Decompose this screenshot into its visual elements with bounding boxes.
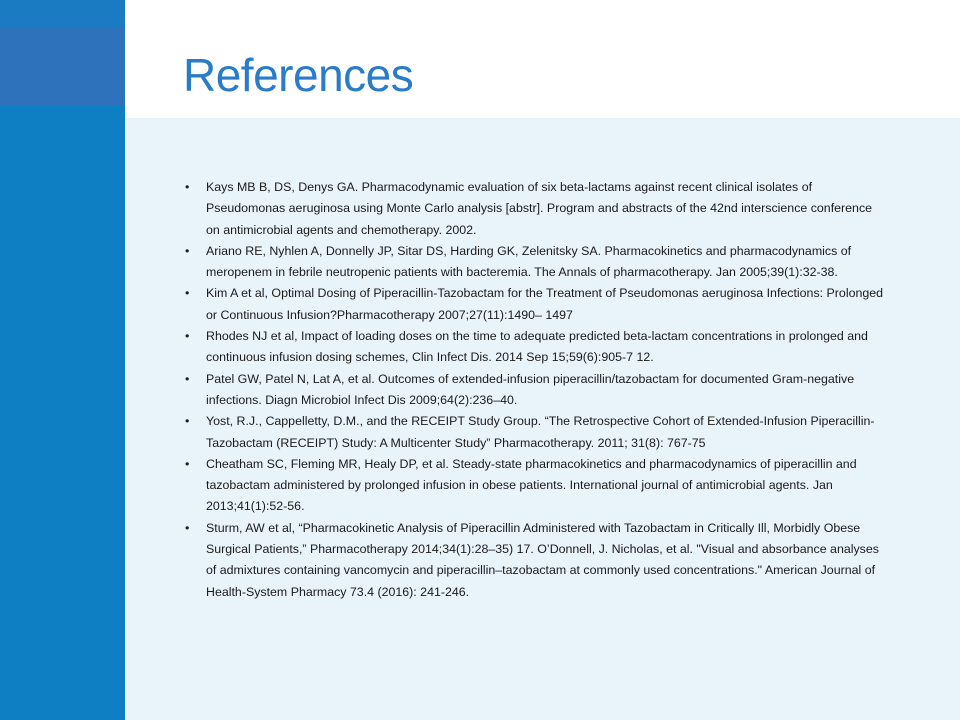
- bullet-icon: •: [185, 371, 190, 386]
- reference-text: Kim A et al, Optimal Dosing of Piperacillin-Tazobactam for the Treatment of Pseudomonas aeruginosa Infections: Prolonged or Continuous Infusion?Pharmacotherapy 2007;27(11):1490– 1497: [206, 286, 884, 322]
- reference-item: [185, 241, 885, 284]
- reference-text: Kays MB B, DS, Denys GA. Pharmacodynamic evaluation of six beta-lactams against recent clinical isolates of Pseudomonas aeruginosa using Monte Carlo analysis [abstr]. Program and abstracts of the 42nd interscience conference on antimicrobial agents and chemotherapy. 2002.: [206, 180, 873, 237]
- bullet-icon: •: [185, 243, 190, 258]
- left-accent-top-block: [0, 0, 125, 28]
- reference-text: Sturm, AW et al, “Pharmacokinetic Analysis of Piperacillin Administered with Tazobactam in Critically Ill, Morbidly Obese Surgical Patients,” Pharmacotherapy 2014;34(1):28–35) 17. O’Donnell, J. Nicholas, et al. "Visual and absorbance analyses of admixtures containing vancomycin and piperacillin–tazobactam at commonly used concentrations." American Journal of Health-System Pharmacy 73.4 (2016): 241-246.: [206, 520, 879, 599]
- slide-title: References: [183, 49, 414, 101]
- bullet-icon: •: [185, 329, 190, 344]
- reference-item: [185, 326, 885, 369]
- reference-item: [185, 283, 885, 326]
- reference-item: [185, 177, 885, 241]
- bullet-icon: •: [185, 456, 190, 471]
- reference-item: [185, 454, 885, 518]
- reference-text: Rhodes NJ et al, Impact of loading doses on the time to adequate predicted beta-lactam concentrations in prolonged and continuous infusion dosing schemes, Clin Infect Dis. 2014 Sep 15;59(6):905-7 12.: [206, 329, 868, 365]
- bullet-icon: •: [185, 180, 190, 194]
- bullet-icon: •: [185, 414, 190, 429]
- reference-text: Ariano RE, Nyhlen A, Donnelly JP, Sitar DS, Harding GK, Zelenitsky SA. Pharmacokinetics and pharmacodynamics of meropenem in febrile neutropenic patients with bacteremia. The Annals of pharmacotherapy. Jan 2005;39(1):32-38.: [206, 243, 852, 280]
- bullet-icon: •: [185, 520, 190, 535]
- reference-text: Yost, R.J., Cappelletty, D.M., and the RECEIPT Study Group. “The Retrospective Cohort of Extended-Infusion Piperacillin-Tazobactam (RECEIPT) Study: A Multicenter Study” Pharmacotherapy. 2011; 31(8): 767-75: [206, 414, 875, 450]
- reference-item: [185, 518, 885, 603]
- reference-item: [185, 369, 885, 412]
- reference-text: Patel GW, Patel N, Lat A, et al. Outcomes of extended-infusion piperacillin/tazobactam for documented Gram-negative infections. Diagn Microbiol Infect Dis 2009;64(2):236–40.: [206, 371, 855, 407]
- reference-item: [185, 411, 885, 454]
- reference-list: [185, 177, 885, 603]
- reference-text: Cheatham SC, Fleming MR, Healy DP, et al. Steady-state pharmacokinetics and pharmacodynamics of piperacillin and tazobactam administered by prolonged infusion in obese patients. International journal of antimicrobial agents. Jan 2013;41(1):52-56.: [206, 456, 857, 514]
- left-accent-block: [0, 28, 125, 106]
- bullet-icon: •: [185, 286, 190, 301]
- left-sidebar-bar: [0, 0, 125, 720]
